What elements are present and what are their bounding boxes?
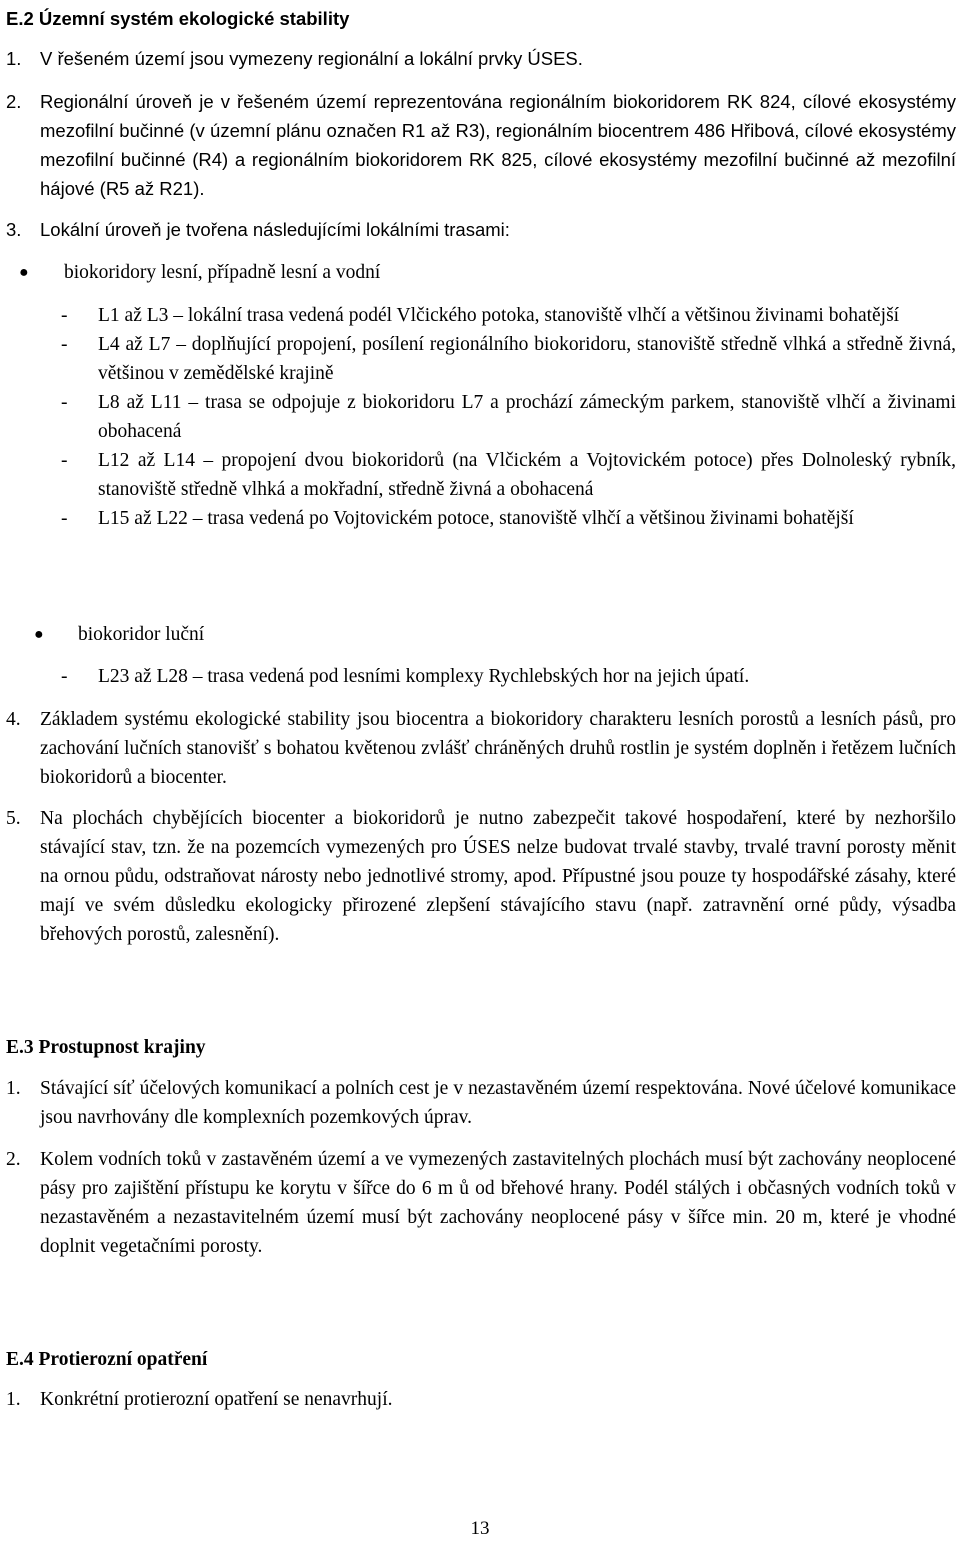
dash-text: L8 až L11 – trasa se odpojuje z biokoridoru L7 a prochází zámeckým parkem, stanoviště vlhčí a živinami obohacená (98, 392, 956, 442)
e2-item-5 (6, 804, 956, 949)
dash-icon: - (61, 305, 68, 326)
section-heading-e3: E.3 Prostupnost krajiny (6, 1037, 206, 1058)
item-number: 2. (6, 91, 22, 112)
item-text: Lokální úroveň je tvořena následujícími lokálními trasami: (40, 219, 510, 240)
e2-item-1 (6, 44, 956, 73)
e3-item-1 (6, 1074, 956, 1132)
dash-text: L4 až L7 – doplňující propojení, posílení regionálního biokoridoru, stanoviště středně vlhká a středně živná, většinou v zemědělské krajině (98, 334, 956, 384)
e4-item-1 (6, 1385, 956, 1414)
dash-item (6, 504, 956, 533)
bullet-text: biokoridory lesní, případně lesní a vodní (64, 262, 381, 283)
item-number: 5. (6, 808, 21, 829)
dash-item (6, 446, 956, 504)
dash-icon: - (61, 666, 68, 687)
page-number: 13 (470, 1518, 490, 1539)
bullet-text: biokoridor luční (78, 624, 205, 645)
dash-list-2 (6, 662, 956, 691)
item-number: 1. (6, 1389, 21, 1410)
dash-text: L23 až L28 – trasa vedená pod lesními komplexy Rychlebských hor na jejich úpatí. (98, 666, 750, 687)
e2-item-3 (6, 215, 956, 244)
item-text: Kolem vodních toků v zastavěném území a ve vymezených zastavitelných plochách musí být zachovány neoplocené pásy pro zajištění přístupu ke korytu v šířce do 6 m ů od břehové hrany. Podél stálých i občasných vodních toků v nezastavěném a nezastavitelném území musí být zachovány neoplocené pásy v šířce min. 20 m, které je vhodné doplnit vegetačními porosty. (40, 1149, 956, 1257)
item-number: 1. (6, 48, 22, 69)
item-number: 2. (6, 1149, 21, 1170)
dash-item (6, 301, 956, 330)
e3-item-2 (6, 1145, 956, 1261)
item-text: Regionální úroveň je v řešeném území reprezentována regionálním biokoridorem RK 824, cílové ekosystémy mezofilní bučinné (v územní plánu označen R1 až R3), regionálním biocentrem 486 Hřibová, cílové ekosystémy mezofilní bučinné (R4) a regionálním biokoridorem RK 825, cílové ekosystémy mezofilní bučinné až mezofilní hájové (R5 až R21). (40, 91, 956, 199)
dash-icon: - (61, 392, 68, 413)
dash-icon: - (61, 508, 68, 529)
item-text: Základem systému ekologické stability jsou biocentra a biokoridory charakteru lesních porostů a lesních pásů, pro zachování lučních stanovišť s bohatou květenou zvlášť chráněných druhů rostlin je systém doplněn i řetězem lučních biokoridorů a biocenter. (40, 709, 956, 788)
item-text: Stávající síť účelových komunikací a polních cest je v nezastavěném území respektována. Nové účelové komunikace jsou navrhovány dle komplexních pozemkových úprav. (40, 1078, 956, 1128)
item-number: 3. (6, 219, 22, 240)
dash-text: L12 až L14 – propojení dvou biokoridorů (na Vlčickém a Vojtovickém potoce) přes Dolnoleský rybník, stanoviště středně vlhká a mokřadní, středně živná a obohacená (98, 450, 956, 500)
e2-item-4 (6, 705, 956, 792)
item-text: Na plochách chybějících biocenter a biokoridorů je nutno zabezpečit takové hospodaření, které by nezhoršilo stávající stav, tzn. že na pozemcích vymezených pro ÚSES nelze budovat trvalé stavby, trvalé travní porosty měnit na ornou půdu, odstraňovat nárosty nebo jednotlivé stromy, apod. Přípustné jsou pouze ty hospodářské zásahy, které mají ve svém důsledku ekologicky přirozené zlepšení stávajícího stavu (např. zatravnění orné půdy, výsadba břehových porostů, zalesnění). (40, 808, 956, 945)
dash-list-1 (6, 301, 956, 533)
bullet-meadow-corridor (6, 620, 956, 649)
dash-item (6, 330, 956, 388)
dash-text: L15 až L22 – trasa vedená po Vojtovickém potoce, stanoviště vlhčí a většinou živinami bohatější (98, 508, 854, 529)
item-number: 1. (6, 1078, 21, 1099)
dash-item (6, 662, 956, 691)
dash-icon: - (61, 334, 68, 355)
bullet-icon: ● (19, 264, 29, 281)
item-text: V řešeném území jsou vymezeny regionální a lokální prvky ÚSES. (40, 48, 583, 69)
bullet-forest-corridors (6, 258, 956, 287)
section-heading-e2: E.2 Územní systém ekologické stability (6, 8, 350, 29)
item-text: Konkrétní protierozní opatření se nenavrhují. (40, 1389, 393, 1410)
dash-icon: - (61, 450, 68, 471)
item-number: 4. (6, 709, 21, 730)
e2-item-2 (6, 87, 956, 203)
dash-item (6, 388, 956, 446)
section-heading-e4: E.4 Protierozní opatření (6, 1349, 208, 1370)
dash-text: L1 až L3 – lokální trasa vedená podél Vlčického potoka, stanoviště vlhčí a většinou živinami bohatější (98, 305, 900, 326)
bullet-icon: ● (34, 626, 44, 643)
